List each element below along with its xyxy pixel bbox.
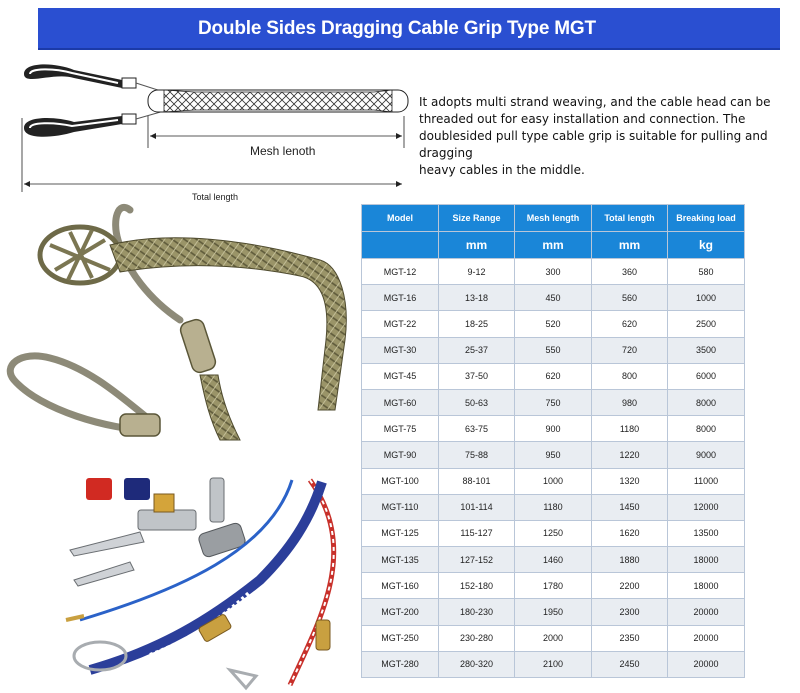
table-cell: 18000 <box>668 547 745 573</box>
table-cell: 1950 <box>515 599 592 625</box>
table-cell: MGT-12 <box>362 259 439 285</box>
table-cell: 450 <box>515 285 592 311</box>
table-cell: 550 <box>515 337 592 363</box>
table-cell: 980 <box>592 389 668 415</box>
table-row <box>362 389 745 415</box>
table-cell: MGT-135 <box>362 547 439 573</box>
column-header: Total length <box>592 205 668 232</box>
table-row <box>362 494 745 520</box>
table-cell: 520 <box>515 311 592 337</box>
table-cell: MGT-22 <box>362 311 439 337</box>
unit-cell <box>362 232 439 259</box>
table-row <box>362 337 745 363</box>
description-line: doublesided pull type cable grip is suitable for pulling and <box>419 129 768 143</box>
cable-grip-illustration <box>0 200 360 460</box>
table-cell: 2300 <box>592 599 668 625</box>
table-cell: 1620 <box>592 520 668 546</box>
table-cell: 20000 <box>668 599 745 625</box>
table-cell: MGT-250 <box>362 625 439 651</box>
table-cell: 8000 <box>668 416 745 442</box>
table-cell: 37-50 <box>439 363 515 389</box>
table-header-row <box>362 205 745 232</box>
table-row <box>362 259 745 285</box>
table-cell: 1180 <box>515 494 592 520</box>
column-header: Model <box>362 205 439 232</box>
table-cell: MGT-110 <box>362 494 439 520</box>
technical-drawing <box>14 56 414 206</box>
column-header: Size Range <box>439 205 515 232</box>
table-cell: 720 <box>592 337 668 363</box>
table-cell: 950 <box>515 442 592 468</box>
table-row <box>362 468 745 494</box>
cable-grip-drawing <box>14 56 414 206</box>
table-cell: 230-280 <box>439 625 515 651</box>
table-cell: 18000 <box>668 573 745 599</box>
description-line: dragging <box>419 146 473 160</box>
table-cell: 63-75 <box>439 416 515 442</box>
table-cell: 88-101 <box>439 468 515 494</box>
description-line: It adopts multi strand weaving, and the cable head can be <box>419 95 771 109</box>
table-cell: 580 <box>668 259 745 285</box>
table-cell: 900 <box>515 416 592 442</box>
table-cell: 2200 <box>592 573 668 599</box>
total-length-label: Total length <box>192 192 239 202</box>
column-header: Mesh length <box>515 205 592 232</box>
table-unit-row <box>362 232 745 259</box>
table-cell: 20000 <box>668 625 745 651</box>
table-row <box>362 625 745 651</box>
accessories-illustration <box>60 470 360 693</box>
table-row <box>362 311 745 337</box>
table-cell: MGT-16 <box>362 285 439 311</box>
table-cell: 6000 <box>668 363 745 389</box>
table-cell: 1180 <box>592 416 668 442</box>
unit-cell: mm <box>592 232 668 259</box>
table-row <box>362 285 745 311</box>
product-description <box>419 94 791 179</box>
table-cell: 8000 <box>668 389 745 415</box>
table-cell: MGT-60 <box>362 389 439 415</box>
table-cell: MGT-200 <box>362 599 439 625</box>
table-cell: 13-18 <box>439 285 515 311</box>
table-row <box>362 363 745 389</box>
table-row <box>362 442 745 468</box>
table-cell: MGT-90 <box>362 442 439 468</box>
accessories-photo <box>60 470 360 693</box>
unit-cell: mm <box>515 232 592 259</box>
table-cell: 620 <box>592 311 668 337</box>
unit-cell: kg <box>668 232 745 259</box>
table-cell: 1460 <box>515 547 592 573</box>
table-cell: 25-37 <box>439 337 515 363</box>
table-body <box>362 259 745 678</box>
table-cell: 2450 <box>592 651 668 677</box>
table-cell: 300 <box>515 259 592 285</box>
table-row <box>362 573 745 599</box>
description-line: heavy cables in the middle. <box>419 163 585 177</box>
table-cell: 101-114 <box>439 494 515 520</box>
table-cell: 18-25 <box>439 311 515 337</box>
table-cell: MGT-75 <box>362 416 439 442</box>
title-banner <box>38 8 780 50</box>
table-cell: 152-180 <box>439 573 515 599</box>
table-cell: 13500 <box>668 520 745 546</box>
table-cell: 3500 <box>668 337 745 363</box>
table-cell: 280-320 <box>439 651 515 677</box>
column-header: Breaking load <box>668 205 745 232</box>
table-cell: 12000 <box>668 494 745 520</box>
table-cell: 127-152 <box>439 547 515 573</box>
table-cell: 360 <box>592 259 668 285</box>
table-cell: MGT-100 <box>362 468 439 494</box>
table-cell: 2500 <box>668 311 745 337</box>
table-cell: 620 <box>515 363 592 389</box>
spec-table <box>361 204 745 678</box>
table-cell: 2100 <box>515 651 592 677</box>
table-cell: 2350 <box>592 625 668 651</box>
table-cell: 1320 <box>592 468 668 494</box>
table-cell: MGT-160 <box>362 573 439 599</box>
table-cell: 75-88 <box>439 442 515 468</box>
table-row <box>362 547 745 573</box>
table-cell: 1000 <box>515 468 592 494</box>
unit-cell: mm <box>439 232 515 259</box>
table-cell: 9000 <box>668 442 745 468</box>
table-cell: 9-12 <box>439 259 515 285</box>
table-cell: 750 <box>515 389 592 415</box>
table-cell: MGT-125 <box>362 520 439 546</box>
table-cell: 1780 <box>515 573 592 599</box>
table-cell: 1220 <box>592 442 668 468</box>
cable-grip-photo <box>0 200 360 460</box>
table-cell: 50-63 <box>439 389 515 415</box>
table-cell: 1450 <box>592 494 668 520</box>
table-cell: 2000 <box>515 625 592 651</box>
table-cell: 800 <box>592 363 668 389</box>
table-row <box>362 599 745 625</box>
table-cell: 1250 <box>515 520 592 546</box>
table-cell: 11000 <box>668 468 745 494</box>
table-cell: 1000 <box>668 285 745 311</box>
table-cell: 560 <box>592 285 668 311</box>
table-cell: 115-127 <box>439 520 515 546</box>
table-row <box>362 520 745 546</box>
table-cell: 1880 <box>592 547 668 573</box>
table-row <box>362 651 745 677</box>
table-row <box>362 416 745 442</box>
table-cell: MGT-280 <box>362 651 439 677</box>
table-cell: MGT-30 <box>362 337 439 363</box>
table-cell: 180-230 <box>439 599 515 625</box>
mesh-length-label: Mesh lenoth <box>250 144 316 158</box>
description-line: threaded out for easy installation and connection. The <box>419 112 746 126</box>
page-title: Double Sides Dragging Cable Grip Type MGT <box>198 18 596 39</box>
table-cell: 20000 <box>668 651 745 677</box>
table-cell: MGT-45 <box>362 363 439 389</box>
